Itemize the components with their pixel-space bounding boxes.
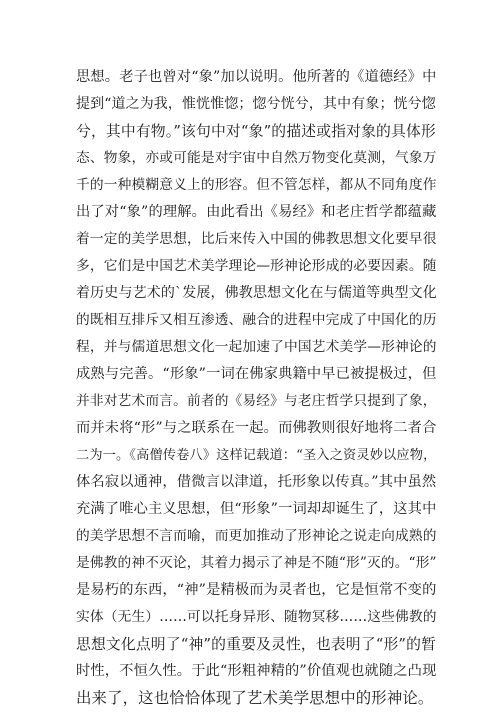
- text-line: 是易朽的东西，“神”是精极而为灵者也，它是恒常不变的: [76, 582, 437, 598]
- text-line: 思想文化点明了“神”的重要及灵性，也表明了“形”的暂: [76, 636, 437, 653]
- text-line: 着一定的美学思想，比后来传入中国的佛教思想文化要早很: [76, 231, 437, 247]
- body-paragraph: [76, 64, 436, 712]
- text-line: 多，它们是中国艺术美学理论—形神论形成的必要因素。随: [76, 258, 437, 274]
- text-line: 思想。老子也曾对“象”加以说明。他所著的《道德经》中: [76, 69, 437, 85]
- text-line: 体名寂以通神，借微言以津道，托形象以传真。”其中虽然: [76, 474, 437, 490]
- text-line: 实体（无生）……可以托身异形、随物冥移……这些佛教的: [76, 609, 437, 625]
- text-line: 提到“道之为我，惟恍惟惚；惚兮恍兮，其中有象；恍兮惚: [76, 96, 436, 112]
- text-line: 二为一。《高僧传卷八》这样记载道：“圣入之资灵妙以应物，: [76, 448, 437, 463]
- text-line: 态、物象，亦或可能是对宇宙中自然万物变化莫测，气象万: [76, 150, 437, 166]
- text-line: 的美学思想不言而喻，而更加推动了形神论之说走向成熟的: [76, 528, 437, 544]
- text-line: 出来了，这也恰恰体现了艺术美学思想中的形神论。: [76, 689, 434, 707]
- text-line: 的既相互排斥又相互渗透、融合的进程中完成了中国化的历: [76, 312, 437, 328]
- text-line: 兮，其中有物。”该句中对“象”的描述或指对象的具体形: [76, 123, 436, 140]
- text-line: 并非对艺术而言。前者的《易经》与老庄哲学只提到了象，: [76, 393, 437, 409]
- text-line: 着历史与艺术的`发展，佛教思想文化在与儒道等典型文化: [76, 285, 437, 301]
- text-line: 成熟与完善。“形象”一词在佛家典籍中早已被提极过，但: [76, 366, 437, 382]
- text-line: 充满了唯心主义思想，但“形象”一词却却诞生了，这其中: [76, 501, 437, 517]
- text-line: 出了对“象”的理解。由此看出《易经》和老庄哲学都蕴藏: [76, 204, 437, 220]
- text-line: 时性，不恒久性。于此“形粗神精的”价值观也就随之凸现: [76, 663, 437, 679]
- text-line: 而并未将“形”与之联系在一起。而佛教则很好地将二者合: [76, 420, 437, 436]
- text-line: 程，并与儒道思想文化一起加速了中国艺术美学—形神论的: [76, 339, 437, 355]
- text-line: 是佛教的神不灭论，其着力揭示了神是不随“形”灭的。“形”: [76, 555, 437, 571]
- text-line: 千的一种模糊意义上的形容。但不管怎样，都从不同角度作: [76, 177, 437, 193]
